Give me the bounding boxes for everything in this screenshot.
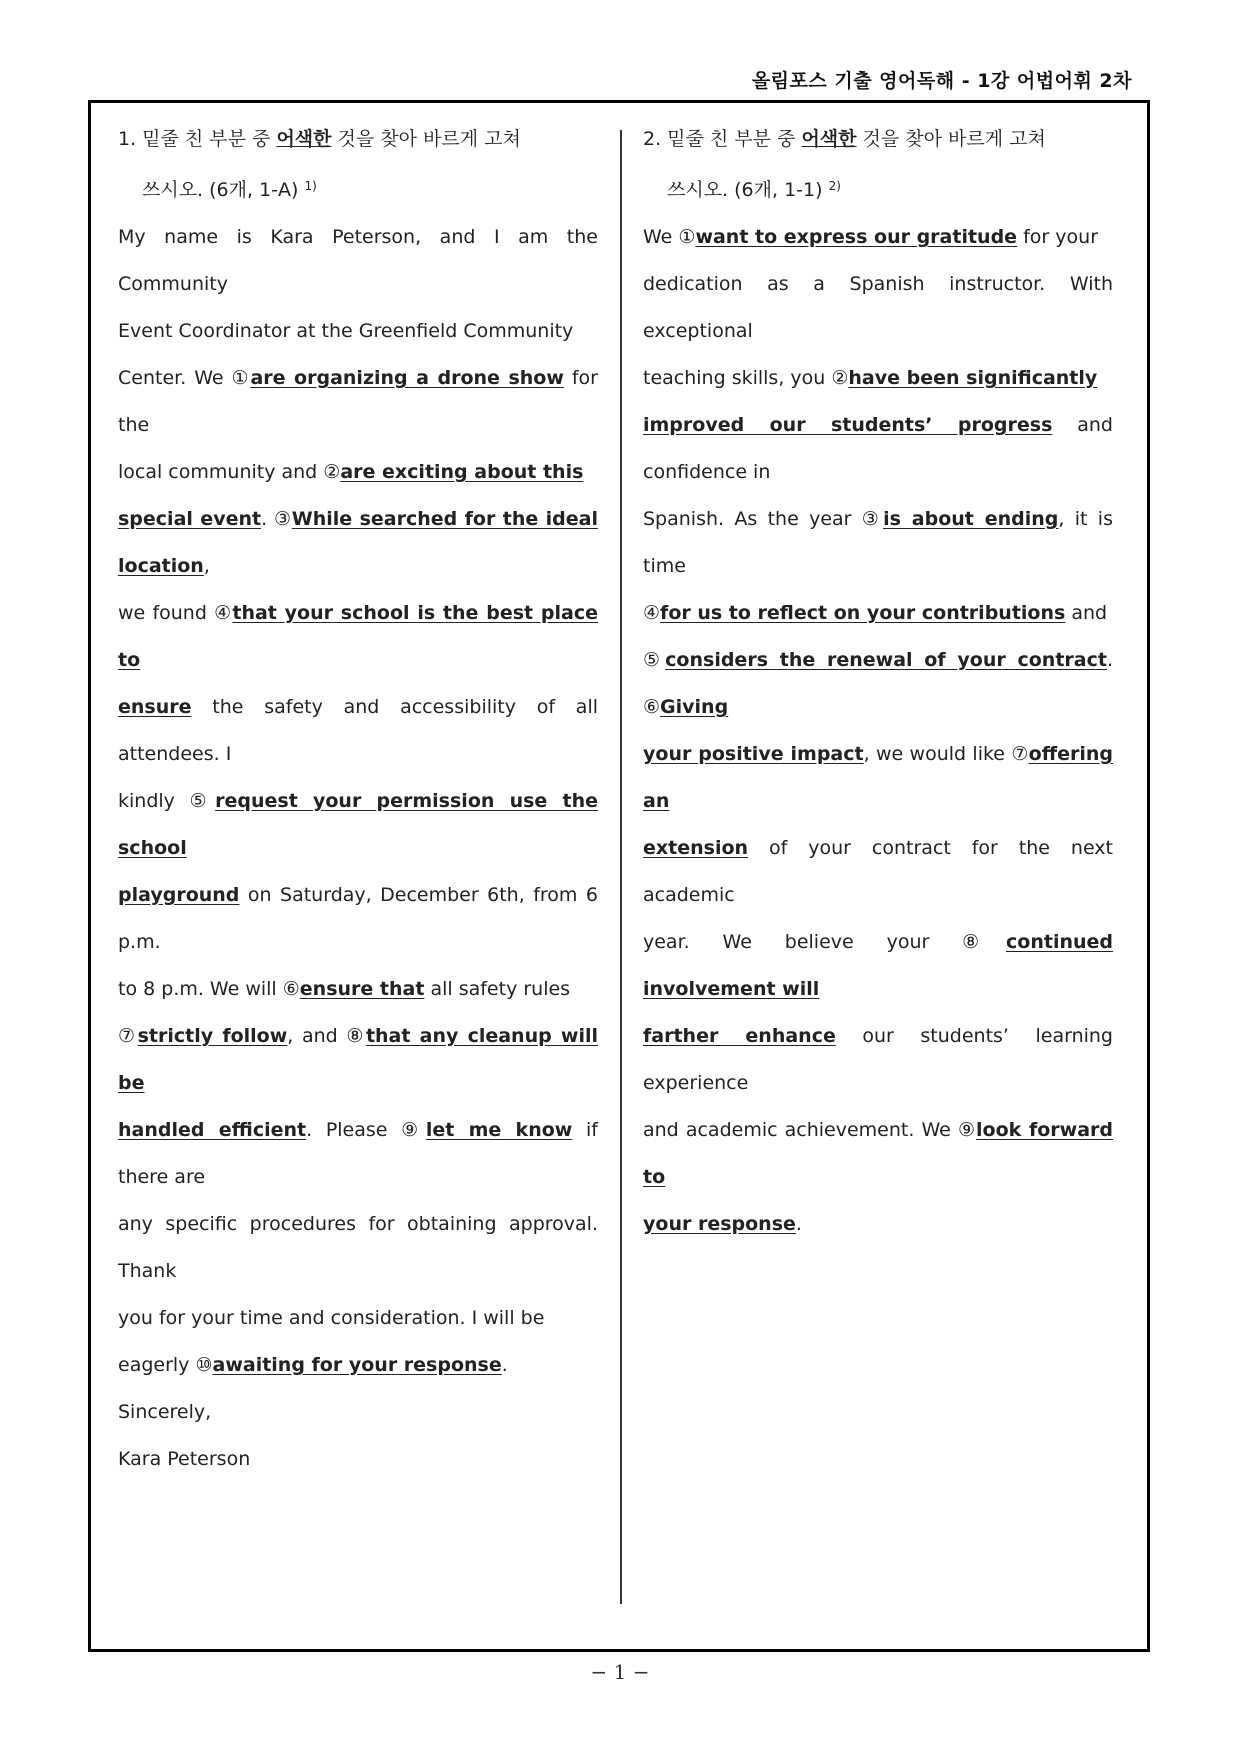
passage-line	[643, 402, 1113, 496]
passage-text: and academic achievement. We ⑨	[643, 1119, 977, 1141]
passage-text: Spanish. As the year ③	[643, 508, 884, 530]
page-header-title: 올림포스 기출 영어독해 - 1강 어법어휘 2차	[751, 70, 1132, 92]
underlined-phrase: that your school is the best place to	[118, 602, 598, 671]
passage-text: our students’ learning experience	[643, 1025, 1113, 1094]
passage-text: . ⑥	[643, 649, 1113, 718]
underlined-phrase: that any cleanup will be	[118, 1025, 598, 1094]
underlined-phrase: let me know	[425, 1119, 573, 1141]
passage-text: any specific procedures for obtaining approval. Thank	[118, 1213, 598, 1282]
passage-line	[643, 825, 1113, 919]
question-2-title-emphasis: 어색한	[801, 128, 857, 150]
question-1-title-line2: 쓰시오. (6개, 1-A)	[142, 179, 305, 201]
passage-text: and confidence in	[643, 414, 1113, 483]
passage-line	[643, 1107, 1113, 1201]
passage-line	[643, 261, 1113, 355]
page-number: − 1 −	[590, 1660, 650, 1684]
passage-line	[643, 637, 1113, 731]
passage-text: Center. We ①	[118, 367, 251, 389]
passage-text: , we would like ⑦	[863, 743, 1029, 765]
underlined-phrase: considers the renewal of your contract	[665, 649, 1107, 671]
passage-text: eagerly ⑩	[118, 1354, 213, 1376]
underlined-phrase: strictly follow	[137, 1025, 288, 1047]
passage-line	[118, 1295, 598, 1342]
question-2-title-line2: 쓰시오. (6개, 1-1)	[667, 179, 829, 201]
underlined-phrase: your response	[643, 1213, 796, 1235]
underlined-phrase: is about ending	[883, 508, 1059, 530]
passage-text: ④	[643, 602, 661, 624]
underlined-phrase: farther enhance	[643, 1025, 836, 1047]
underlined-phrase: your positive impact	[643, 743, 864, 765]
passage-text: you for your time and consideration. I will be	[118, 1307, 545, 1329]
passage-line	[118, 590, 598, 684]
question-1-passage	[118, 214, 598, 1483]
passage-text: dedication as a Spanish instructor. With exceptional	[643, 273, 1113, 342]
passage-text: My name is Kara Peterson, and I am the Community	[118, 226, 598, 295]
question-1-title-suffix: 것을 찾아 바르게 고쳐	[331, 128, 521, 150]
passage-text: We ①	[643, 226, 696, 248]
underlined-phrase: Giving	[660, 696, 729, 718]
underlined-phrase: awaiting for your response	[212, 1354, 502, 1376]
passage-line	[118, 1201, 598, 1295]
underlined-phrase: playground	[118, 884, 240, 906]
underlined-phrase: want to express our gratitude	[695, 226, 1018, 248]
underlined-phrase: improved our students’ progress	[643, 414, 1053, 436]
passage-line	[118, 966, 598, 1013]
question-1-title	[118, 116, 598, 214]
passage-text: , and ⑧	[287, 1025, 366, 1047]
passage-text: ,	[203, 555, 210, 577]
passage-text: . ③	[261, 508, 292, 530]
underlined-phrase: are organizing a drone show	[250, 367, 564, 389]
question-2-title	[643, 116, 1113, 214]
question-2-title-suffix: 것을 찾아 바르게 고쳐	[856, 128, 1046, 150]
underlined-phrase: offering an	[643, 743, 1114, 812]
question-1-title-prefix: 1. 밑줄 친 부분 중	[118, 128, 277, 150]
question-2-title-prefix: 2. 밑줄 친 부분 중	[643, 128, 802, 150]
passage-text: teaching skills, you ②	[643, 367, 849, 389]
underlined-phrase: continued involvement will	[643, 931, 1113, 1000]
underlined-phrase: While searched for the ideal location	[118, 508, 598, 577]
passage-text: we found ④	[118, 602, 233, 624]
passage-text: ⑦	[118, 1025, 138, 1047]
question-2-footnote: 2)	[828, 179, 841, 193]
passage-text: if there are	[118, 1119, 598, 1188]
passage-line	[118, 449, 598, 496]
underlined-phrase: special event	[118, 508, 262, 530]
passage-line	[643, 1013, 1113, 1107]
passage-line	[118, 1436, 598, 1483]
underlined-phrase: ensure	[118, 696, 192, 718]
question-2	[643, 116, 1113, 1248]
passage-line	[118, 778, 598, 872]
question-1	[118, 116, 598, 1483]
underlined-phrase: are exciting about this	[340, 461, 584, 483]
passage-line	[118, 1342, 598, 1389]
passage-line	[118, 355, 598, 449]
passage-line	[118, 684, 598, 778]
passage-line	[118, 1389, 598, 1436]
passage-text: Sincerely,	[118, 1401, 212, 1423]
underlined-phrase: ensure that	[299, 978, 425, 1000]
passage-line	[643, 731, 1113, 825]
passage-text: for the	[118, 367, 598, 436]
underlined-phrase: have been significantly	[848, 367, 1098, 389]
passage-text: , it is time	[643, 508, 1113, 577]
passage-text: to 8 p.m. We will ⑥	[118, 978, 300, 1000]
passage-line	[643, 590, 1113, 637]
passage-text: on Saturday, December 6th, from 6 p.m.	[118, 884, 598, 953]
passage-text: and	[1065, 602, 1108, 624]
passage-line	[118, 1107, 598, 1201]
passage-line	[643, 496, 1113, 590]
question-2-passage	[643, 214, 1113, 1248]
passage-text: local community and ②	[118, 461, 341, 483]
question-1-title-emphasis: 어색한	[276, 128, 332, 150]
passage-line	[643, 1201, 1113, 1248]
passage-text: Event Coordinator at the Greenfield Community	[118, 320, 574, 342]
passage-text: . Please ⑨	[306, 1119, 426, 1141]
passage-text: for your	[1017, 226, 1099, 248]
passage-line	[118, 308, 598, 355]
passage-text: .	[795, 1213, 802, 1235]
passage-text: Kara Peterson	[118, 1448, 251, 1470]
passage-text: .	[501, 1354, 508, 1376]
column-divider	[620, 130, 622, 1604]
passage-text: of your contract for the next academic	[643, 837, 1113, 906]
passage-line	[643, 355, 1113, 402]
passage-line	[118, 496, 598, 590]
underlined-phrase: handled efficient	[118, 1119, 307, 1141]
passage-text: all safety rules	[424, 978, 571, 1000]
underlined-phrase: look forward to	[643, 1119, 1114, 1188]
underlined-phrase: request your permission use the school	[118, 790, 598, 859]
passage-line	[118, 1013, 598, 1107]
passage-text: kindly ⑤	[118, 790, 216, 812]
passage-line	[643, 919, 1113, 1013]
passage-text: the safety and accessibility of all attendees. I	[118, 696, 598, 765]
passage-line	[118, 214, 598, 308]
underlined-phrase: extension	[643, 837, 749, 859]
passage-line	[118, 872, 598, 966]
passage-text: year. We believe your ⑧	[643, 931, 1007, 953]
question-1-footnote: 1)	[304, 179, 317, 193]
passage-text: ⑤	[643, 649, 666, 671]
passage-line	[643, 214, 1113, 261]
underlined-phrase: for us to reflect on your contributions	[660, 602, 1066, 624]
